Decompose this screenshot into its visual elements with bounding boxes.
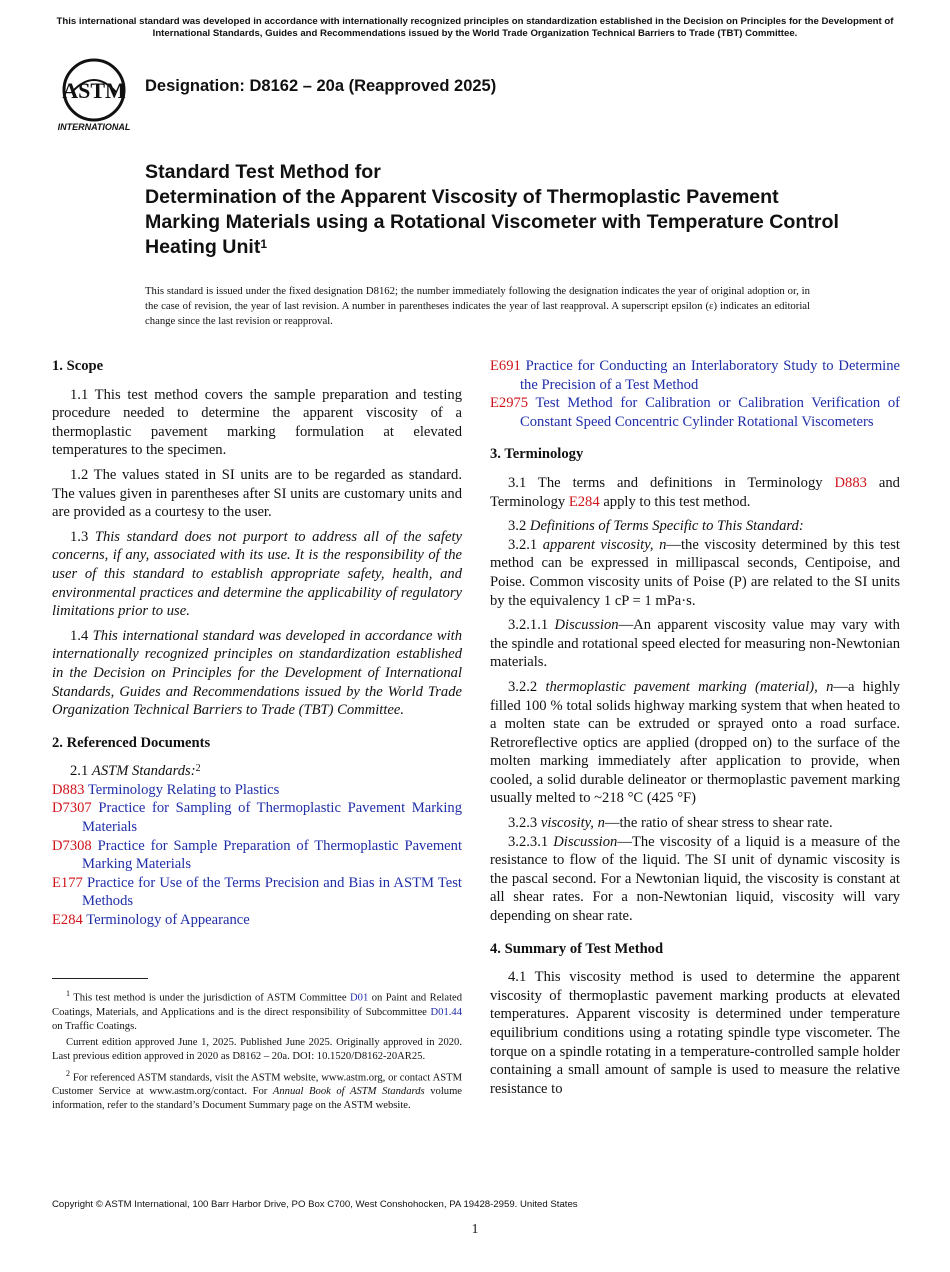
section-heading-summary: 4. Summary of Test Method (490, 940, 664, 957)
para-3-2-3: 3.2.3 viscosity, n—the ratio of shear stress to shear rate. (508, 815, 833, 832)
astm-logo (52, 58, 136, 132)
ref-item-e177[interactable]: E177 Practice for Use of the Terms Precision and Bias in ASTM Test Methods (52, 874, 462, 910)
footnote-link-d01[interactable]: D01 (350, 992, 369, 1004)
ref-item-e691[interactable]: E691 Practice for Conducting an Interlaboratory Study to Determine the Precision of a Test Method (490, 358, 901, 393)
title-main: Determination of the Apparent Viscosity of Thermoplastic Pavement Marking Materials using a Rotational Viscometer with Temperature Control Heating Unit$^1$ (145, 186, 839, 258)
para-3-1: 3.1 The terms and definitions in Terminology D883 and Terminology E284 apply to this test method. (490, 474, 900, 510)
para-1-2: 1.2 The values stated in SI units are to be regarded as standard. The values given in parentheses after SI units are customary units and are provided as a courtesy to the user. (52, 466, 462, 521)
term-link-e284[interactable]: E284 (568, 493, 600, 510)
ref-item-d7308[interactable]: D7308 Practice for Sample Preparation of Thermoplastic Pavement Marking Materials (52, 837, 462, 873)
document-title (145, 160, 845, 260)
para-3-2-1: 3.2.1 apparent viscosity, n—the viscosity determined by this test method can be expressed in millipascal seconds, Centipoise, and Poise. Common viscosity units of Poise (P) are related to the SI units by the equivalency 1 cP = 1 mPa·s. (490, 536, 900, 609)
tbt-notice: This international standard was developed in accordance with internationally recognized principles on standardization established in the Decision on Principles for the Development of International Standards, Guides and Recommendations issued by the World Trade Organization Technical Barriers to Trade (TBT) Committee. (56, 16, 894, 39)
right-column (490, 357, 900, 1104)
para-2-1: 2.1 ASTM Standards:$^2$ (70, 763, 201, 780)
para-3-2-2: 3.2.2 thermoplastic pavement marking (material), n—a highly filled 100 % total solids highway marking system that when heated to a molten state can be extruded or sprayed onto a road surface. Retroreflective optics are applied (dropped on) to the surface of the molten marking immediately after application to provide, when cooled, a solid durable delineator or thermoplastic pavement marking usually melted to ~218 °C (425 °F) (490, 678, 900, 807)
footnote-2: $^2$ For referenced ASTM standards, visit the ASTM website, www.astm.org, or contact ASTM Customer Service at www.astm.org/contact. For Annual Book of ASTM Standards volume information, refer to the standard’s Document Summary page on the ASTM website. (52, 1068, 463, 1112)
para-3-2-1-1: 3.2.1.1 Discussion—An apparent viscosity value may vary with the spindle and rotational speed elected for measuring non-Newtonian materials. (490, 617, 900, 671)
section-heading-scope: 1. Scope (52, 358, 104, 374)
ref-item-d883[interactable]: D883 Terminology Relating to Plastics (52, 781, 280, 798)
footnote-rule (52, 978, 148, 979)
ref-item-d7307[interactable]: D7307 Practice for Sampling of Thermoplastic Pavement Marking Materials (52, 800, 462, 836)
astm-logo-text: ASTM (62, 78, 126, 103)
footnote-link-d01-44[interactable]: D01.44 (430, 1006, 462, 1018)
section-heading-referenced-documents: 2. Referenced Documents (52, 734, 211, 751)
para-3-2: 3.2 Definitions of Terms Specific to This Standard: (508, 518, 804, 535)
para-1-1: 1.1 This test method covers the sample preparation and testing procedure needed to determine the apparent viscosity of a thermoplastic pavement marking formulation at elevated temperatures to the specimen. (52, 386, 462, 459)
ref-item-e284[interactable]: E284 Terminology of Appearance (52, 912, 250, 929)
para-1-4: 1.4 This international standard was developed in accordance with internationally recognized principles on standardization established in the Decision on Principles for the Development of International Standards, Guides and Recommendations issued by the World Trade Organization Technical Barriers to Trade (TBT) Committee. (52, 627, 463, 719)
footnote-1: $^1$ This test method is under the jurisdiction of ASTM Committee D01 on Paint and Related Coatings, Materials, and Applications and is the direct responsibility of Subcommittee D01.44 on Traffic Coatings. (52, 989, 463, 1032)
title-footnote-mark: 1 (260, 237, 268, 251)
term-link-d883[interactable]: D883 (834, 474, 867, 491)
page-number: 1 (471, 1221, 479, 1236)
ref-item-e2975[interactable]: E2975 Test Method for Calibration or Calibration Verification of Constant Speed Concentric Cylinder Rotational Viscometers (490, 395, 901, 430)
footnote-1-edition: Current edition approved June 1, 2025. Published June 2025. Originally approved in 2020. Last previous edition approved in 2020 as D8162 – 20a. DOI: 10.1520/D8162-20AR25. (52, 1037, 462, 1063)
designation: Designation: D8162 – 20a (Reapproved 2025) (145, 77, 497, 95)
copyright-line: Copyright © ASTM International, 100 Barr Harbor Drive, PO Box C700, West Conshohocken, PA 19428-2959. United States (52, 1199, 578, 1210)
para-4-1: 4.1 This viscosity method is used to determine the apparent viscosity of thermoplastic pavement marking products at elevated temperatures. Apparent viscosity is determined under temperature equilibrium conditions using a rotating spindle type viscometer. The torque on a spindle rotating in a temperature-controlled sample holder containing a small amount of sample is used to measure the relative resistance to (490, 969, 900, 1097)
para-3-2-3-1: 3.2.3.1 Discussion—The viscosity of a liquid is a measure of the resistance to flow of the liquid. The SI unit of dynamic viscosity is the pascal second. For a Newtonian liquid, the viscosity is constant at all shear rates. For a non-Newtonian liquid, viscosity will vary depending on shear rate. (490, 833, 901, 925)
footnotes (52, 987, 462, 1116)
section-heading-terminology: 3. Terminology (490, 446, 584, 463)
astm-logo-subtext: INTERNATIONAL (57, 122, 131, 132)
issuance-note: This standard is issued under the fixed designation D8162; the number immediately following the designation indicates the year of original adoption or, in the case of revision, the year of last revision. A number in parentheses indicates the year of last reapproval. A superscript epsilon (ε) indicates an editorial change since the last revision or reapproval. (145, 285, 810, 327)
left-column (52, 357, 462, 930)
para-1-3: 1.3 This standard does not purport to address all of the safety concerns, if any, associated with its use. It is the responsibility of the user of this standard to establish appropriate safety, health, and environmental practices and determine the applicability of regulatory limitations prior to use. (52, 528, 462, 620)
title-line-1: Standard Test Method for (145, 161, 381, 183)
